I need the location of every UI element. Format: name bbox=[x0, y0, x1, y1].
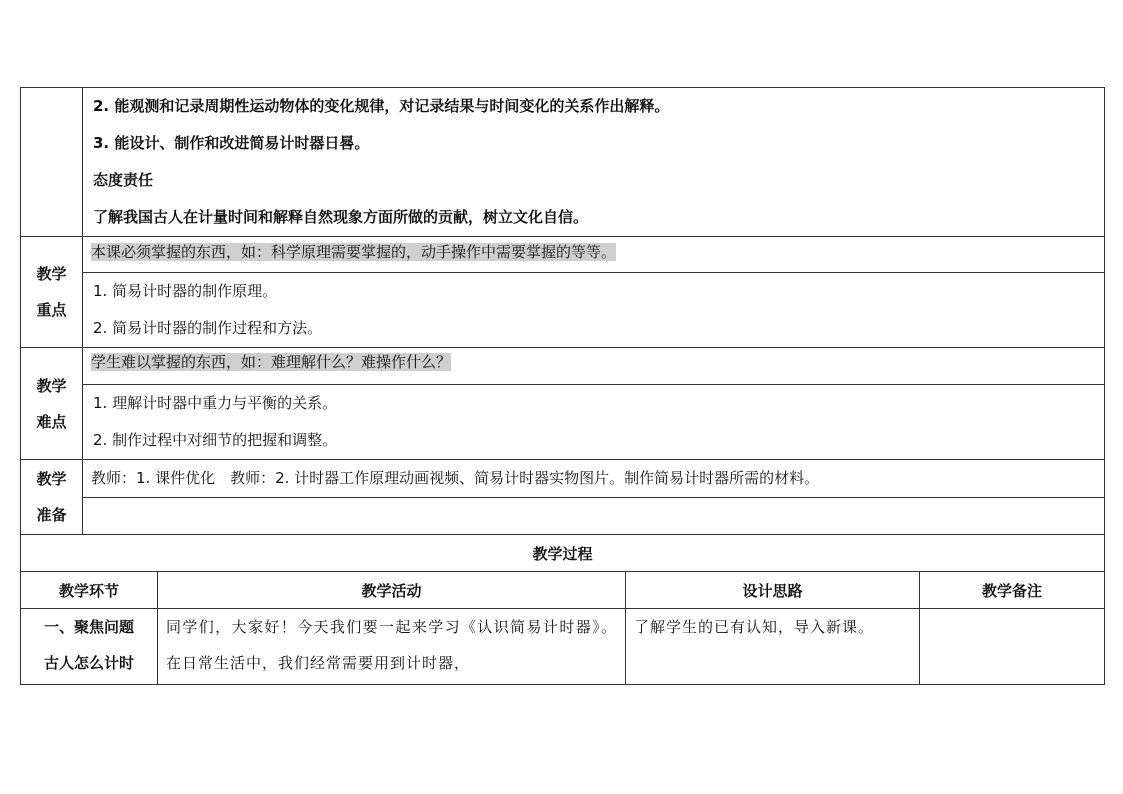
preparation-label-line2: 准备 bbox=[36, 506, 67, 524]
key-point-item: 2. 简易计时器的制作过程和方法。 bbox=[93, 319, 323, 337]
objective-line-2: 2. 能观测和记录周期性运动物体的变化规律，对记录结果与时间变化的关系作出解释。 bbox=[93, 97, 670, 115]
key-points-hint: 本课必须掌握的东西，如：科学原理需要掌握的，动手操作中需要掌握的等等。 bbox=[91, 243, 617, 261]
objective-line-3: 3. 能设计、制作和改进简易计时器日晷。 bbox=[93, 134, 370, 152]
difficulties-hint-row bbox=[21, 348, 1105, 385]
key-points-items-row bbox=[21, 273, 1105, 348]
attitude-text: 了解我国古人在计量时间和解释自然现象方面所做的贡献，树立文化自信。 bbox=[93, 208, 589, 226]
difficulty-item: 2. 制作过程中对细节的把握和调整。 bbox=[93, 431, 338, 449]
process-rationale-cell bbox=[626, 609, 920, 685]
process-step-line2: 古人怎么计时 bbox=[43, 654, 134, 672]
process-step-cell bbox=[21, 609, 158, 685]
preparation-blank-row bbox=[21, 498, 1105, 535]
key-points-hint-row bbox=[21, 237, 1105, 273]
difficulties-items bbox=[83, 385, 1105, 460]
preparation-label bbox=[21, 460, 83, 535]
process-notes-cell bbox=[920, 609, 1105, 685]
header-activity: 教学活动 bbox=[158, 572, 626, 609]
process-header-row bbox=[21, 572, 1105, 609]
process-title-row bbox=[21, 535, 1105, 572]
process-step-line1: 一、聚焦问题 bbox=[43, 618, 134, 636]
preparation-cell bbox=[83, 460, 1105, 498]
objectives-label-cell bbox=[21, 88, 83, 237]
preparation-label-line1: 教学 bbox=[36, 470, 67, 488]
difficulties-items-row bbox=[21, 385, 1105, 460]
header-notes: 教学备注 bbox=[920, 572, 1105, 609]
key-points-hint-cell bbox=[83, 237, 1105, 273]
objectives-content bbox=[83, 88, 1105, 237]
key-points-label bbox=[21, 237, 83, 348]
key-points-label-line2: 重点 bbox=[36, 301, 67, 319]
preparation-row bbox=[21, 460, 1105, 498]
process-rationale-text: 了解学生的已有认知，导入新课。 bbox=[634, 618, 875, 636]
difficulties-hint-cell bbox=[83, 348, 1105, 385]
difficulties-label-line1: 教学 bbox=[36, 376, 67, 395]
attitude-heading: 态度责任 bbox=[93, 171, 154, 189]
lesson-plan-table bbox=[20, 87, 1105, 685]
key-points-label-line1: 教学 bbox=[36, 265, 67, 283]
objectives-row bbox=[21, 88, 1105, 237]
process-activity-cell bbox=[158, 609, 626, 685]
process-row bbox=[21, 609, 1105, 685]
process-title: 教学过程 bbox=[21, 535, 1105, 572]
difficulties-hint: 学生难以掌握的东西，如：难理解什么？难操作什么？ bbox=[91, 353, 452, 371]
key-points-items bbox=[83, 273, 1105, 348]
difficulty-item: 1. 理解计时器中重力与平衡的关系。 bbox=[93, 394, 338, 412]
header-step: 教学环节 bbox=[21, 572, 158, 609]
header-rationale: 设计思路 bbox=[626, 572, 920, 609]
process-activity-text: 同学们，大家好！今天我们要一起来学习《认识简易计时器》。在日常生活中，我们经常需要用到计时器， bbox=[166, 618, 617, 672]
preparation-text: 教师：1. 课件优化 教师：2. 计时器工作原理动画视频、简易计时器实物图片。制作简易计时器所需的材料。 bbox=[91, 469, 820, 487]
preparation-blank bbox=[83, 498, 1105, 535]
key-point-item: 1. 简易计时器的制作原理。 bbox=[93, 282, 278, 300]
difficulties-label-line2: 难点 bbox=[36, 412, 67, 431]
difficulties-label bbox=[21, 348, 83, 460]
